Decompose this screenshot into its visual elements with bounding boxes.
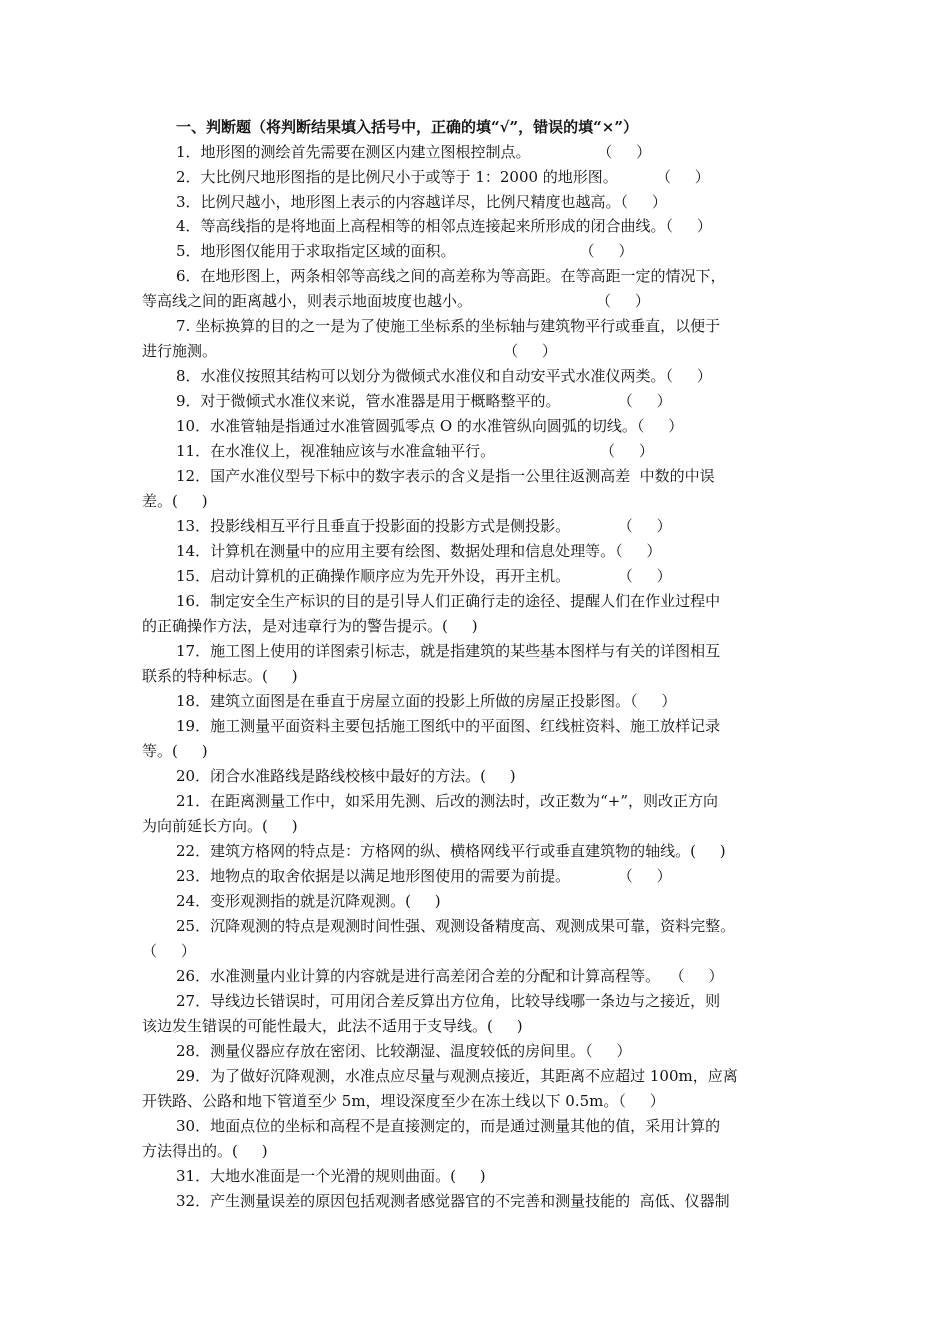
question-line: 29．为了做好沉降观测，水准点应尽量与观测点接近，其距离不应超过 100m，应离 — [176, 1067, 738, 1085]
question-line: 18．建筑立面图是在垂直于房屋立面的投影上所做的房屋正投影图。（ ） — [176, 692, 677, 710]
question-line: 等。( ) — [142, 742, 208, 760]
question-line: 14．计算机在测量中的应用主要有绘图、数据处理和信息处理等。（ ） — [176, 542, 662, 560]
question-line: 17．施工图上使用的详图索引标志，就是指建筑的某些基本图样与有关的详图相互 — [176, 642, 721, 660]
question-line: 22．建筑方格网的特点是：方格网的纵、横格网线平行或垂直建筑物的轴线。( ) — [176, 842, 726, 860]
question-line: （ ） — [142, 942, 196, 960]
question-line: 4．等高线指的是将地面上高程相等的相邻点连接起来所形成的闭合曲线。（ ） — [176, 217, 712, 235]
question-line: 31．大地水准面是一个光滑的规则曲面。( ) — [176, 1167, 486, 1185]
question-line: 11．在水准仪上，视准轴应该与水准盒轴平行。 （ ） — [176, 442, 654, 460]
question-line: 进行施测。 （ ） — [142, 342, 557, 360]
question-line: 19．施工测量平面资料主要包括施工图纸中的平面图、红线桩资料、施工放样记录 — [176, 717, 721, 735]
question-line: 的正确操作方法，是对违章行为的警告提示。( ) — [142, 617, 478, 635]
question-line: 3．比例尺越小，地形图上表示的内容越详尽，比例尺精度也越高。（ ） — [176, 193, 667, 211]
question-line: 7. 坐标换算的目的之一是为了使施工坐标系的坐标轴与建筑物平行或垂直，以便于 — [176, 317, 721, 335]
question-line: 25．沉降观测的特点是观测时间性强、观测设备精度高、观测成果可靠，资料完整。 — [176, 917, 736, 935]
question-line: 9．对于微倾式水准仪来说，管水准器是用于概略整平的。 （ ） — [176, 392, 672, 410]
question-line: 28．测量仪器应存放在密闭、比较潮湿、温度较低的房间里。（ ） — [176, 1042, 632, 1060]
question-line: 5．地形图仅能用于求取指定区域的面积。 （ ） — [176, 242, 634, 260]
question-line: 差。( ) — [142, 492, 208, 510]
question-line: 15．启动计算机的正确操作顺序应为先开外设，再开主机。 （ ） — [176, 567, 672, 585]
question-line: 24．变形观测指的就是沉降观测。( ) — [176, 892, 441, 910]
question-line: 27．导线边长错误时，可用闭合差反算出方位角，比较导线哪一条边与之接近，则 — [176, 992, 721, 1010]
question-line: 联系的特种标志。( ) — [142, 667, 298, 685]
question-line: 方法得出的。( ) — [142, 1142, 268, 1160]
question-line: 16．制定安全生产标识的目的是引导人们正确行走的途径、提醒人们在作业过程中 — [176, 592, 721, 610]
question-line: 为向前延长方向。( ) — [142, 817, 298, 835]
question-line: 10．水准管轴是指通过水准管圆弧零点 O 的水准管纵向圆弧的切线。（ ） — [176, 417, 684, 435]
question-line: 2．大比例尺地形图指的是比例尺小于或等于 1：2000 的地形图。 （ ） — [176, 168, 710, 186]
question-line: 20．闭合水准路线是路线校核中最好的方法。( ) — [176, 767, 516, 785]
question-line: 等高线之间的距离越小，则表示地面坡度也越小。 （ ） — [142, 292, 650, 310]
question-line: 1．地形图的测绘首先需要在测区内建立图根控制点。 （ ） — [176, 143, 652, 161]
question-line: 23．地物点的取舍依据是以满足地形图使用的需要为前提。 （ ） — [176, 867, 672, 885]
question-line: 该边发生错误的可能性最大，此法不适用于支导线。( ) — [142, 1017, 523, 1035]
question-line: 32．产生测量误差的原因包括观测者感觉器官的不完善和测量技能的 高低、仪器制 — [176, 1192, 730, 1210]
question-line: 12．国产水准仪型号下标中的数字表示的含义是指一公里往返测高差 中数的中误 — [176, 467, 715, 485]
question-line: 21．在距离测量工作中，如采用先测、后改的测法时，改正数为“+”，则改正方向 — [176, 792, 718, 810]
question-line: 26．水准测量内业计算的内容就是进行高差闭合差的分配和计算高程等。 （ ） — [176, 967, 724, 985]
question-line: 13．投影线相互平行且垂直于投影面的投影方式是侧投影。 （ ） — [176, 517, 672, 535]
question-line: 30．地面点位的坐标和高程不是直接测定的，而是通过测量其他的值，采用计算的 — [176, 1117, 721, 1135]
question-line: 8．水准仪按照其结构可以划分为微倾式水准仪和自动安平式水准仪两类。（ ） — [176, 367, 712, 385]
question-line: 开铁路、公路和地下管道至少 5m，埋设深度至少在冻土线以下 0.5m。（ ） — [142, 1092, 665, 1110]
section-heading: 一、判断题（将判断结果填入括号中，正确的填“√”，错误的填“×”） — [176, 118, 638, 136]
question-line: 6．在地形图上，两条相邻等高线之间的高差称为等高距。在等高距一定的情况下， — [176, 267, 726, 285]
